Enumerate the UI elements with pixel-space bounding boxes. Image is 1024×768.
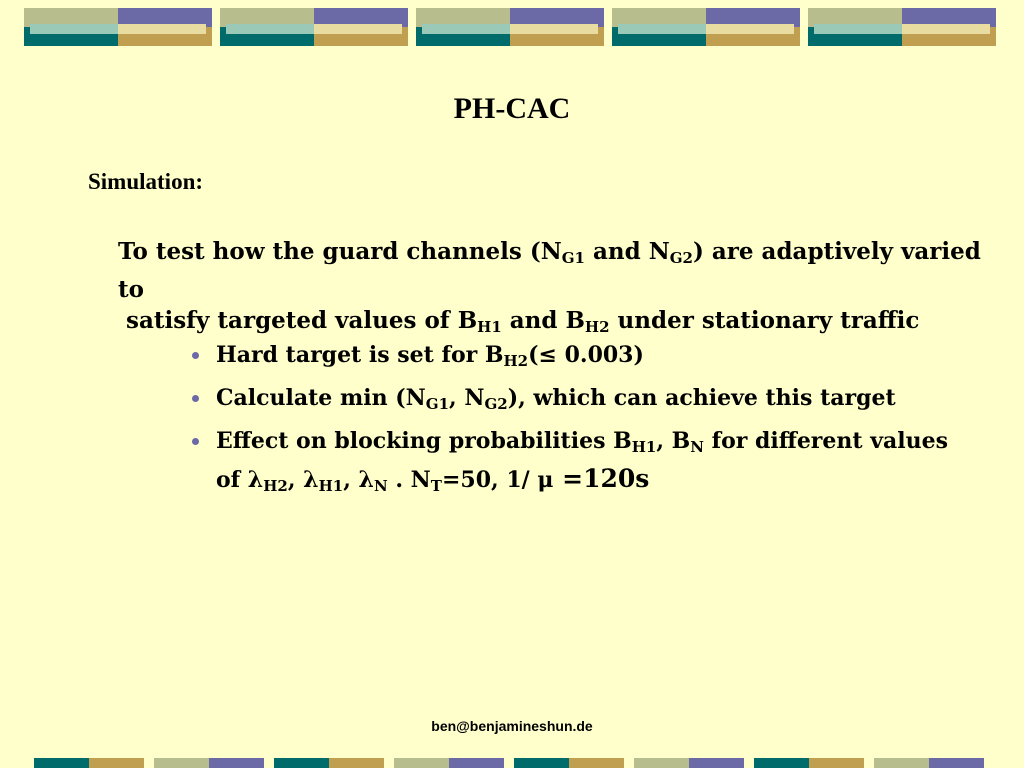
bottom-decorative-band bbox=[34, 758, 994, 768]
band-tile bbox=[24, 8, 212, 46]
top-decorative-band bbox=[24, 8, 1000, 46]
bullet-dot-icon bbox=[192, 438, 199, 445]
band-tile bbox=[808, 8, 996, 46]
bullet-calculate-min: Calculate $\min (N_{G1}$, $N_{G2}$), which can achieve this target bbox=[190, 383, 970, 420]
bullet-dot-icon bbox=[192, 395, 199, 402]
intro-paragraph: To test how the guard channels ($N_{G1}$ and $N_{G2}$) are adaptively varied to satisfy targeted values of $B_{H1}$ and $B_{H2}$ under stationary traffic bbox=[118, 238, 981, 336]
slide-title: PH-CAC bbox=[453, 92, 571, 125]
bullet-hard-target: Hard target is set for $B_{H2}(\le 0.003)$ bbox=[190, 340, 970, 377]
footer-email: ben@benjamineshun.de bbox=[431, 718, 593, 734]
bullet-list bbox=[190, 340, 970, 508]
band-tile bbox=[612, 8, 800, 46]
section-heading: Simulation: bbox=[88, 169, 204, 194]
band-tile bbox=[220, 8, 408, 46]
band-tile bbox=[416, 8, 604, 46]
bullet-dot-icon bbox=[192, 352, 199, 359]
bullet-effect-blocking: Effect on blocking probabilities $B_{H1}$, $B_N$ for different values of $\lambda_{H2}$, $\lambda_{H1}$, $\lambda_N$ . $N_T=50$, 1/ μ =120s bbox=[190, 426, 970, 502]
